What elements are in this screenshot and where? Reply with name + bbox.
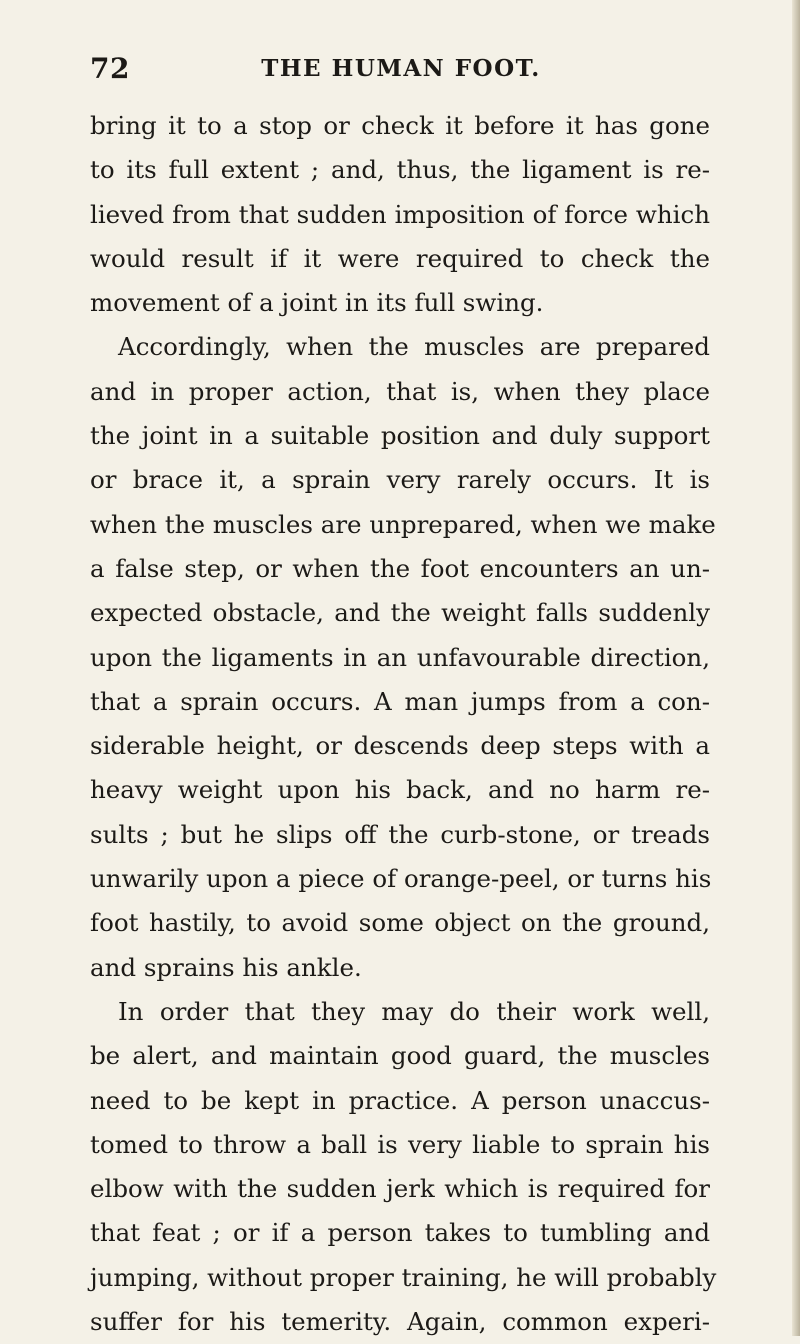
text-line: and in proper action, that is, when they place: [90, 376, 710, 406]
text-line: heavy weight upon his back, and no harm re-: [90, 775, 710, 805]
text-line: foot hastily, to avoid some object on the ground,: [90, 908, 710, 938]
page-number: 72: [90, 52, 130, 85]
text-line: elbow with the sudden jerk which is required for: [90, 1174, 710, 1204]
text-line: the joint in a suitable position and duly support: [90, 421, 710, 451]
text-line: a false step, or when the foot encounters an un-: [90, 553, 710, 583]
text-line: upon the ligaments in an unfavourable direction,: [90, 642, 710, 672]
text-line: tomed to throw a ball is very liable to sprain his: [90, 1129, 710, 1159]
text-line: siderable height, or descends deep steps with a: [90, 731, 710, 761]
text-line: bring it to a stop or check it before it has gone: [90, 111, 710, 140]
text-line: movement of a joint in its full swing.: [90, 288, 544, 318]
text-line: lieved from that sudden imposition of force which: [90, 199, 710, 229]
text-line: to its full extent ; and, thus, the ligament is re-: [90, 155, 710, 185]
text-line: need to be kept in practice. A person unaccus-: [90, 1085, 710, 1115]
text-line: or brace it, a sprain very rarely occurs. It is: [90, 465, 710, 495]
text-line: unwarily upon a piece of orange-peel, or turns his: [90, 864, 712, 894]
text-line: be alert, and maintain good guard, the muscles: [90, 1041, 710, 1071]
text-line: that feat ; or if a person takes to tumbling and: [90, 1218, 710, 1248]
body-text: [90, 104, 717, 1344]
running-head: THE HUMAN FOOT.: [261, 55, 541, 82]
text-line: and sprains his ankle.: [90, 952, 362, 982]
text-line: that a sprain occurs. A man jumps from a con-: [90, 686, 710, 716]
page-header: [90, 48, 712, 88]
text-line: In order that they may do their work well,: [118, 996, 710, 1026]
text-line: sults ; but he slips off the curb-stone, or treads: [90, 819, 710, 849]
text-line: jumping, without proper training, he will probably: [90, 1262, 717, 1292]
text-line: would result if it were required to check the: [90, 243, 710, 273]
text-line: suffer for his temerity. Again, common experi-: [90, 1307, 710, 1337]
text-line: when the muscles are unprepared, when we make: [90, 509, 716, 539]
text-line: expected obstacle, and the weight falls suddenly: [90, 598, 710, 628]
text-line: Accordingly, when the muscles are prepared: [118, 332, 710, 362]
page-edge-shadow: [792, 0, 800, 1336]
